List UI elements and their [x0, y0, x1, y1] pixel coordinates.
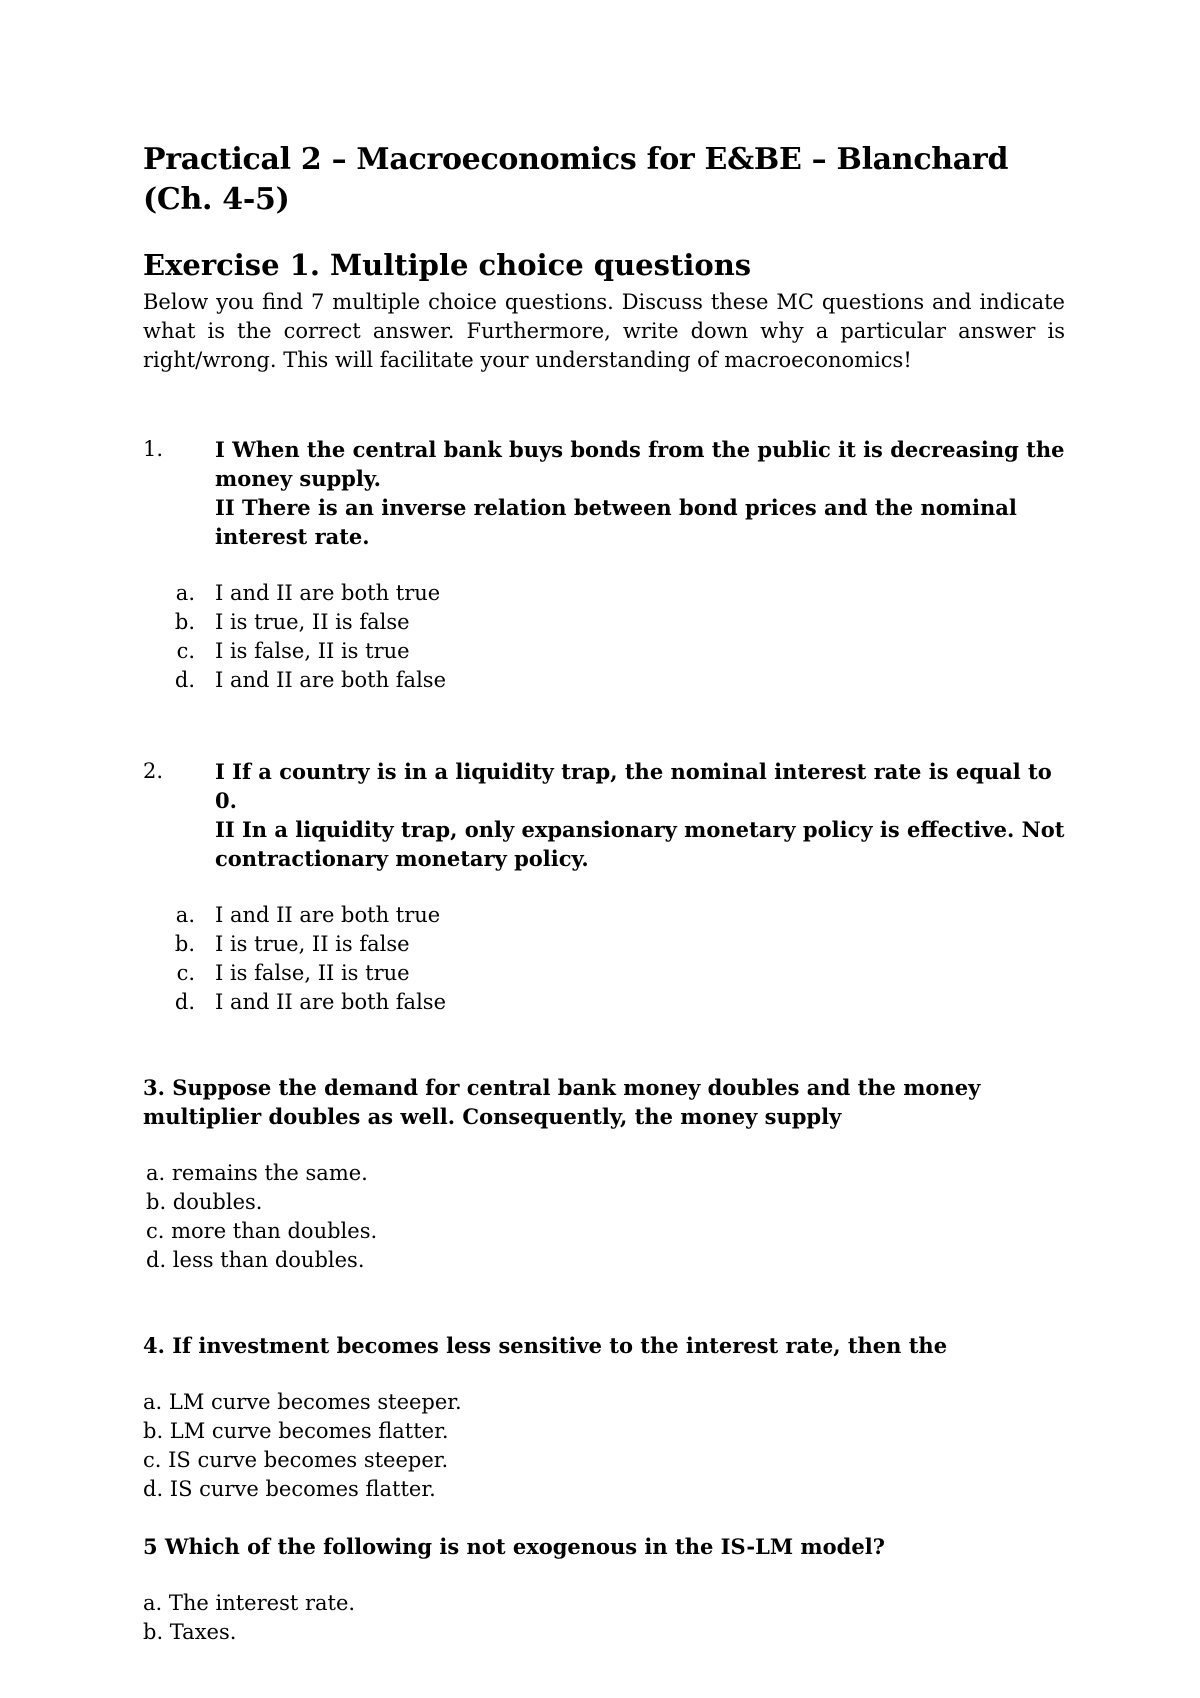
statement-1: I When the central bank buys bonds from the public it is decreasing the money supply. [215, 437, 1065, 491]
option-text: I is false, II is true [215, 961, 410, 985]
question-2 [143, 757, 1065, 873]
option-a [143, 901, 1065, 930]
question-3-options [143, 1159, 1065, 1275]
option-b: b. doubles. [146, 1190, 263, 1214]
question-3-stem: 3. Suppose the demand for central bank money doubles and the money multiplier doubles as well. Consequently, the money supply [143, 1075, 981, 1129]
option-letter: b. [174, 610, 195, 634]
question-number: 1. [143, 437, 164, 461]
exercise-intro: Below you find 7 multiple choice questions. Discuss these MC questions and indicate what is the correct answer. Furthermore, write down why a particular answer is right/wrong. This will facilitate your understanding of macroeconomics! [143, 290, 1065, 372]
question-stem [215, 435, 1065, 551]
document-title: Practical 2 – Macroeconomics for E&BE – Blanchard (Ch. 4-5) [143, 142, 1009, 217]
question-5-options [143, 1589, 1065, 1647]
question-4-options [143, 1388, 1065, 1504]
question-2-options [143, 901, 1065, 1017]
statement-1: I If a country is in a liquidity trap, the nominal interest rate is equal to 0. [215, 759, 1052, 813]
option-c [143, 959, 1065, 988]
question-5-stem: 5 Which of the following is not exogenous in the IS-LM model? [143, 1534, 885, 1559]
option-a: a. remains the same. [146, 1161, 368, 1185]
document-page [143, 140, 1065, 1647]
option-text: I and II are both true [215, 581, 441, 605]
question-number: 2. [143, 759, 164, 783]
option-a: a. The interest rate. [143, 1591, 356, 1615]
option-letter: d. [174, 668, 195, 692]
option-text: I is false, II is true [215, 639, 410, 663]
option-letter: a. [175, 903, 195, 927]
option-text: I and II are both false [215, 990, 446, 1014]
option-c [143, 637, 1065, 666]
option-letter: b. [174, 932, 195, 956]
option-d [143, 988, 1065, 1017]
option-letter: c. [176, 961, 195, 985]
option-a [143, 579, 1065, 608]
option-b [143, 930, 1065, 959]
question-1-options [143, 579, 1065, 695]
option-b: b. Taxes. [143, 1620, 237, 1644]
option-b [143, 608, 1065, 637]
option-text: I and II are both false [215, 668, 446, 692]
option-b: b. LM curve becomes flatter. [143, 1419, 449, 1443]
option-c: c. IS curve becomes steeper. [143, 1448, 449, 1472]
question-1 [143, 435, 1065, 551]
option-letter: a. [175, 581, 195, 605]
option-letter: c. [176, 639, 195, 663]
statement-2: II In a liquidity trap, only expansionary monetary policy is effective. Not contractionary monetary policy. [215, 817, 1065, 871]
option-letter: d. [174, 990, 195, 1014]
option-d: d. IS curve becomes flatter. [143, 1477, 436, 1501]
option-d: d. less than doubles. [146, 1248, 365, 1272]
exercise-title: Exercise 1. Multiple choice questions [143, 248, 752, 282]
option-a: a. LM curve becomes steeper. [143, 1390, 462, 1414]
question-stem [215, 757, 1065, 873]
option-c: c. more than doubles. [146, 1219, 378, 1243]
option-d [143, 666, 1065, 695]
statement-2: II There is an inverse relation between bond prices and the nominal interest rate. [215, 495, 1017, 549]
option-text: I is true, II is false [215, 610, 410, 634]
question-4-stem: 4. If investment becomes less sensitive to the interest rate, then the [143, 1333, 948, 1358]
option-text: I and II are both true [215, 903, 441, 927]
option-text: I is true, II is false [215, 932, 410, 956]
